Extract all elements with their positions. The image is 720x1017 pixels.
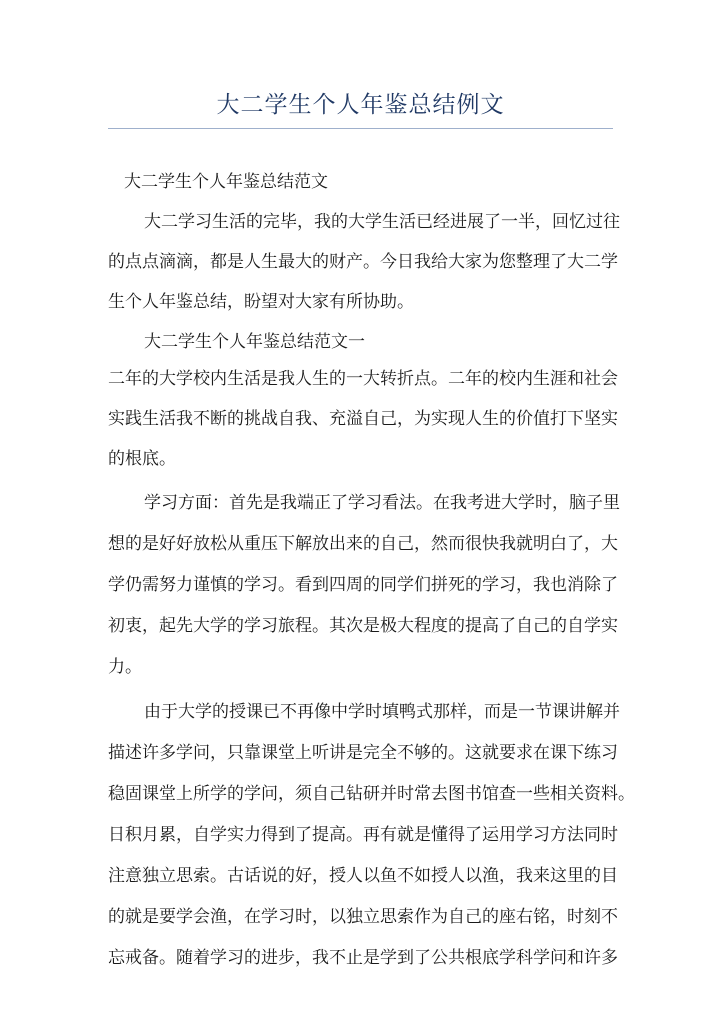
document-title: 大二学生个人年鉴总结例文: [216, 92, 505, 118]
text-line: 忘戒备。随着学习的进步，我不止是学到了公共根底学科学问和许多: [108, 948, 618, 968]
text-line: 想的是好好放松从重压下解放出来的自己，然而很快我就明白了，大: [108, 534, 618, 554]
text-line: 学习方面：首先是我端正了学习看法。在我考进大学时，脑子里: [144, 493, 620, 513]
text-line: 的就是要学会渔，在学习时，以独立思索作为自己的座右铭，时刻不: [108, 907, 618, 927]
paragraph-intro: [108, 212, 620, 312]
text-line: 力。: [108, 657, 142, 677]
text-line: 生个人年鉴总结，盼望对大家有所协助。: [108, 292, 414, 312]
text-line: 大二学生个人年鉴总结范文: [124, 172, 328, 192]
text-line: 注意独立思索。古话说的好，授人以鱼不如授人以渔，我来这里的目: [108, 866, 618, 886]
text-line: 的根底。: [108, 449, 176, 469]
text-line: 大二学习生活的完毕，我的大学生活已经进展了一半，回忆过往: [144, 212, 620, 232]
paragraph-heading-fanwen: [108, 172, 613, 192]
text-line: 日积月累，自学实力得到了提高。再有就是懂得了运用学习方法同时: [108, 825, 618, 845]
text-line: 描述许多学问，只靠课堂上听讲是完全不够的。这就要求在课下练习: [108, 743, 618, 763]
text-line: 大二学生个人年鉴总结范文一: [144, 332, 365, 352]
text-line: 实践生活我不断的挑战自我、充溢自己，为实现人生的价值打下坚实: [108, 409, 618, 429]
text-line: 由于大学的授课已不再像中学时填鸭式那样，而是一节课讲解并: [144, 702, 620, 722]
document-body: [108, 172, 635, 968]
text-line: 学仍需努力谨慎的学习。看到四周的同学们拼死的学习，我也消除了: [108, 575, 618, 595]
text-line: 的点点滴滴，都是人生最大的财产。今日我给大家为您整理了大二学: [108, 252, 618, 272]
title-divider: [108, 128, 613, 129]
paragraph-study-attitude: [108, 493, 620, 677]
paragraph-self-study: [108, 702, 635, 968]
text-line: 初衷，起先大学的学习旅程。其次是极大程度的提高了自己的自学实: [108, 616, 618, 636]
text-line: 稳固课堂上所学的学问，须自己钻研并时常去图书馆查一些相关资料。: [108, 784, 635, 804]
text-line: 二年的大学校内生活是我人生的一大转折点。二年的校内生涯和社会: [108, 369, 618, 389]
paragraph-heading-fanwen-one: [108, 332, 613, 352]
paragraph-campus-life: [108, 369, 618, 469]
